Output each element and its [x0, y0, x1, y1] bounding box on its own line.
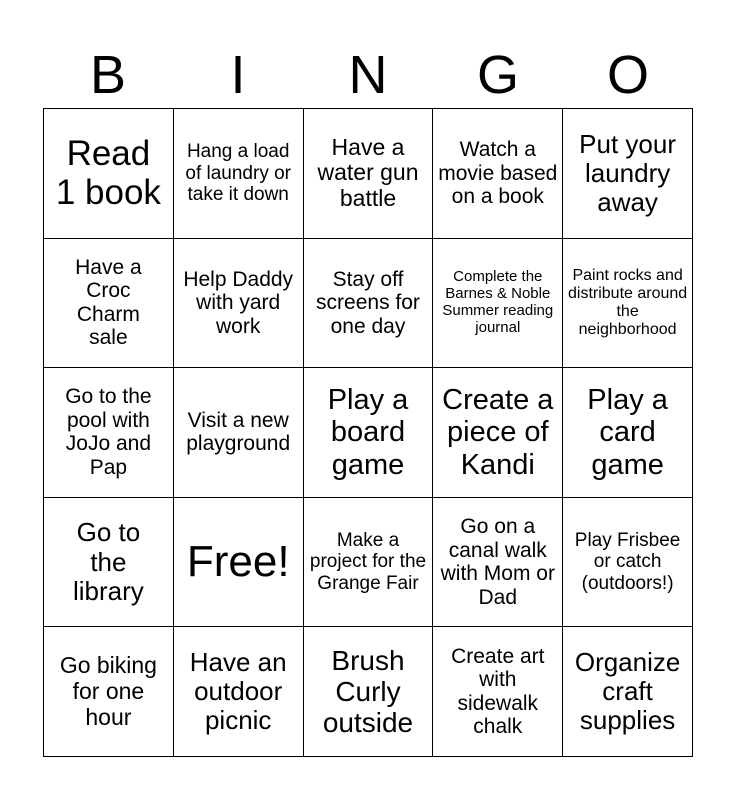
bingo-cell: Go to the library — [44, 498, 174, 628]
bingo-cell: Go biking for one hour — [44, 627, 174, 757]
bingo-cell: Stay off screens for one day — [304, 239, 434, 369]
bingo-cell: Play Frisbee or catch (outdoors!) — [563, 498, 693, 628]
bingo-cell: Read 1 book — [44, 109, 174, 239]
bingo-cell: Put your laundry away — [563, 109, 693, 239]
header-letter-b: B — [89, 45, 127, 105]
bingo-grid — [43, 108, 693, 757]
bingo-cell: Visit a new playground — [174, 368, 304, 498]
bingo-cell: Complete the Barnes & Noble Summer reading journal — [433, 239, 563, 369]
bingo-cell: Help Daddy with yard work — [174, 239, 304, 369]
bingo-header — [43, 42, 693, 108]
header-letter-o: O — [606, 45, 649, 105]
bingo-cell: Create a piece of Kandi — [433, 368, 563, 498]
bingo-cell: Go to the pool with JoJo and Pap — [44, 368, 174, 498]
header-letter-g: G — [476, 45, 519, 105]
bingo-cell: Watch a movie based on a book — [433, 109, 563, 239]
header-letter-n: N — [348, 45, 388, 105]
bingo-cell: Have a Croc Charm sale — [44, 239, 174, 369]
bingo-cell: Create art with sidewalk chalk — [433, 627, 563, 757]
free-space: Free! — [174, 498, 304, 628]
bingo-cell: Brush Curly outside — [304, 627, 434, 757]
bingo-cell: Play a board game — [304, 368, 434, 498]
bingo-cell: Play a card game — [563, 368, 693, 498]
bingo-cell: Paint rocks and distribute around the neighborhood — [563, 239, 693, 369]
bingo-cell: Go on a canal walk with Mom or Dad — [433, 498, 563, 628]
bingo-cell: Hang a load of laundry or take it down — [174, 109, 304, 239]
bingo-cell: Have an outdoor picnic — [174, 627, 304, 757]
bingo-cell: Make a project for the Grange Fair — [304, 498, 434, 628]
header-letter-i: I — [230, 45, 246, 105]
bingo-cell: Have a water gun battle — [304, 109, 434, 239]
bingo-cell: Organize craft supplies — [563, 627, 693, 757]
